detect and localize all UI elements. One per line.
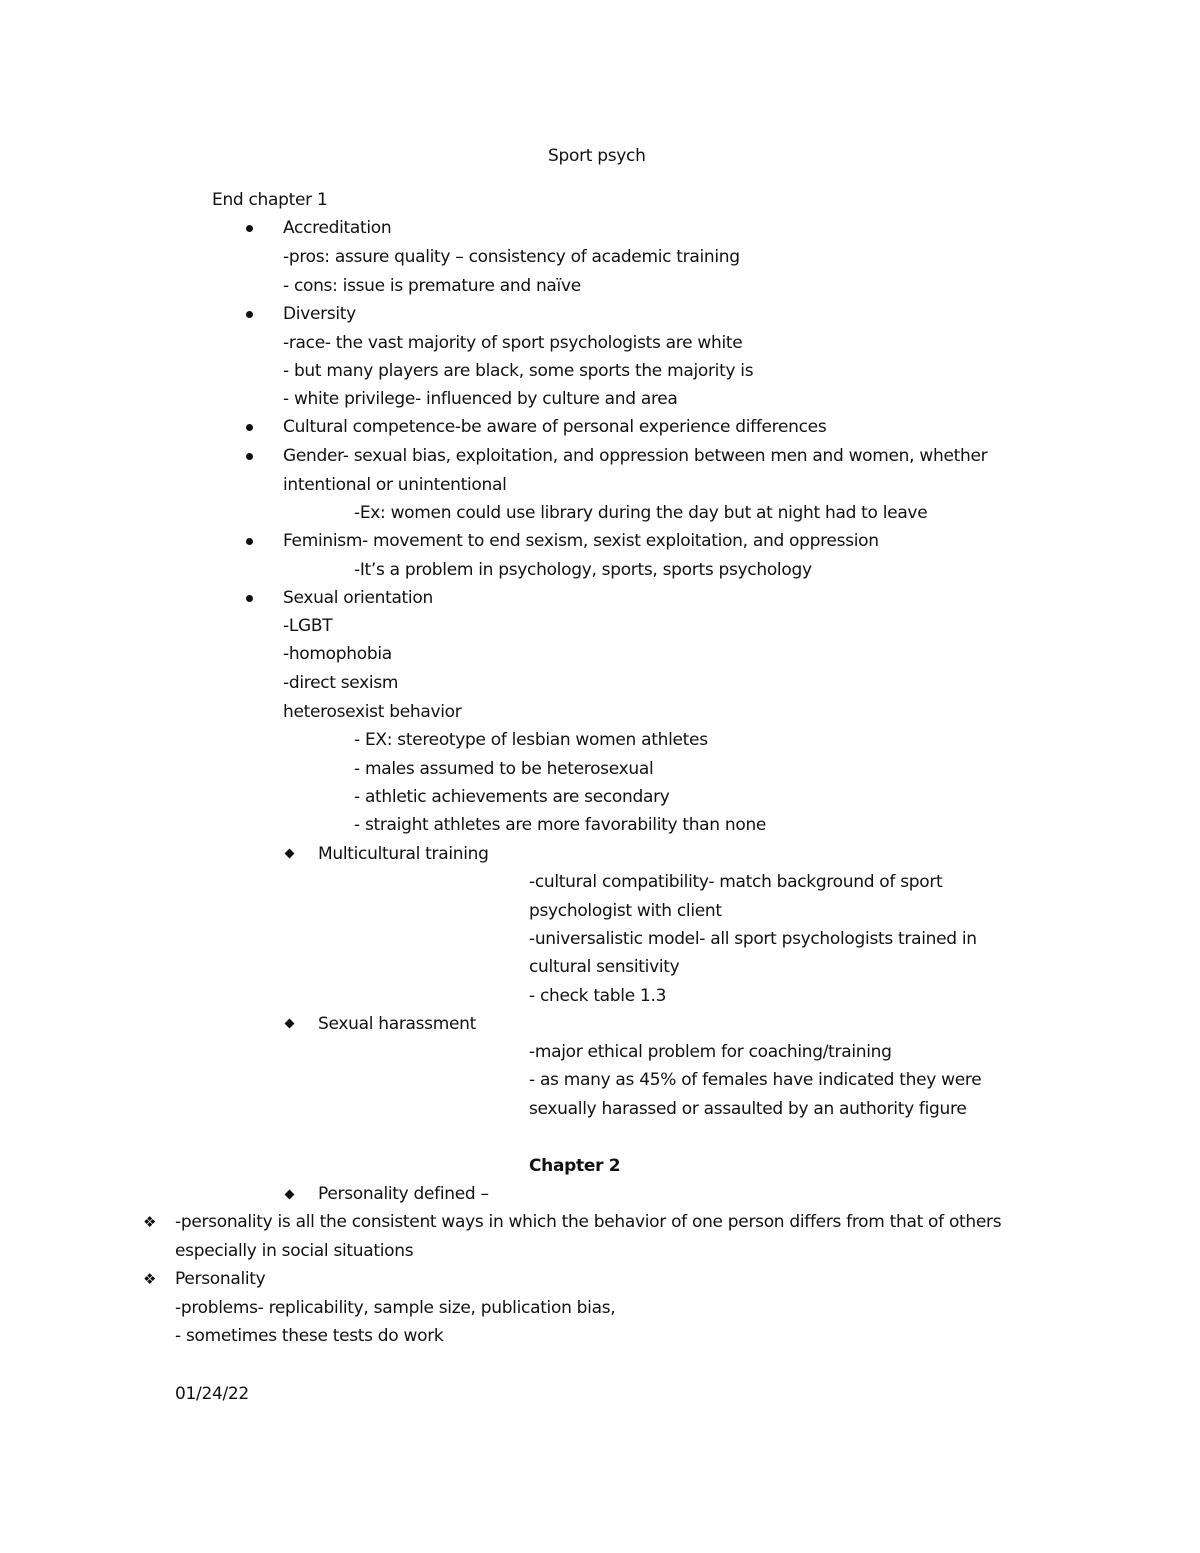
note-line: - males assumed to be heterosexual <box>354 759 654 779</box>
list-item-gender: Gender- sexual bias, exploitation, and oppression between men and women, whether <box>283 446 988 466</box>
list-item-diversity: Diversity <box>283 304 356 324</box>
list-item-feminism: Feminism- movement to end sexism, sexist exploitation, and oppression <box>283 531 879 551</box>
diamond-bullet-icon <box>285 1019 295 1029</box>
note-line: cultural sensitivity <box>529 957 680 977</box>
note-line: - EX: stereotype of lesbian women athletes <box>354 730 708 750</box>
list-item-cultural-competence: Cultural competence-be aware of personal experience differences <box>283 417 827 437</box>
list-item-multicultural-training: Multicultural training <box>318 844 489 864</box>
note-line: - check table 1.3 <box>529 986 667 1006</box>
four-diamond-bullet-icon: ❖ <box>143 1270 157 1288</box>
note-line: -homophobia <box>283 644 392 664</box>
list-item-sexual-harassment: Sexual harassment <box>318 1014 477 1034</box>
note-line: intentional or unintentional <box>283 475 507 495</box>
bullet-icon <box>246 538 253 545</box>
note-line: - white privilege- influenced by culture and area <box>283 389 678 409</box>
list-item-sexual-orientation: Sexual orientation <box>283 588 433 608</box>
diamond-bullet-icon <box>285 1190 295 1200</box>
note-line: especially in social situations <box>175 1241 414 1261</box>
section-heading-chapter1: End chapter 1 <box>212 190 328 210</box>
document-title: Sport psych <box>548 146 646 166</box>
note-line: -pros: assure quality – consistency of academic training <box>283 247 740 267</box>
four-diamond-bullet-icon: ❖ <box>143 1213 157 1231</box>
note-line: -Ex: women could use library during the day but at night had to leave <box>354 503 928 523</box>
date-stamp: 01/24/22 <box>175 1384 249 1404</box>
bullet-icon <box>246 595 253 602</box>
note-line: heterosexist behavior <box>283 702 462 722</box>
bullet-icon <box>246 424 253 431</box>
note-line: - athletic achievements are secondary <box>354 787 670 807</box>
diamond-bullet-icon <box>285 849 295 859</box>
note-line: psychologist with client <box>529 901 722 921</box>
note-line: - cons: issue is premature and naïve <box>283 276 581 296</box>
note-line: -race- the vast majority of sport psychologists are white <box>283 333 743 353</box>
list-item-personality-definition: -personality is all the consistent ways in which the behavior of one person differs from that of others <box>175 1212 1002 1232</box>
note-line: -universalistic model- all sport psychologists trained in <box>529 929 977 949</box>
bullet-icon <box>246 225 253 232</box>
note-line: -problems- replicability, sample size, publication bias, <box>175 1298 616 1318</box>
list-item-personality: Personality <box>175 1269 266 1289</box>
note-line: - straight athletes are more favorability than none <box>354 815 767 835</box>
note-line: sexually harassed or assaulted by an authority figure <box>529 1099 967 1119</box>
note-line: - sometimes these tests do work <box>175 1326 444 1346</box>
bullet-icon <box>246 453 253 460</box>
note-line: - as many as 45% of females have indicated they were <box>529 1070 982 1090</box>
note-line: -LGBT <box>283 616 333 636</box>
bullet-icon <box>246 311 253 318</box>
note-line: -It’s a problem in psychology, sports, sports psychology <box>354 560 812 580</box>
note-line: -cultural compatibility- match background of sport <box>529 872 943 892</box>
list-item-personality-defined: Personality defined – <box>318 1184 489 1204</box>
list-item-accreditation: Accreditation <box>283 218 392 238</box>
note-line: -direct sexism <box>283 673 399 693</box>
note-line: -major ethical problem for coaching/training <box>529 1042 892 1062</box>
note-line: - but many players are black, some sports the majority is <box>283 361 754 381</box>
section-heading-chapter2: Chapter 2 <box>529 1156 621 1176</box>
